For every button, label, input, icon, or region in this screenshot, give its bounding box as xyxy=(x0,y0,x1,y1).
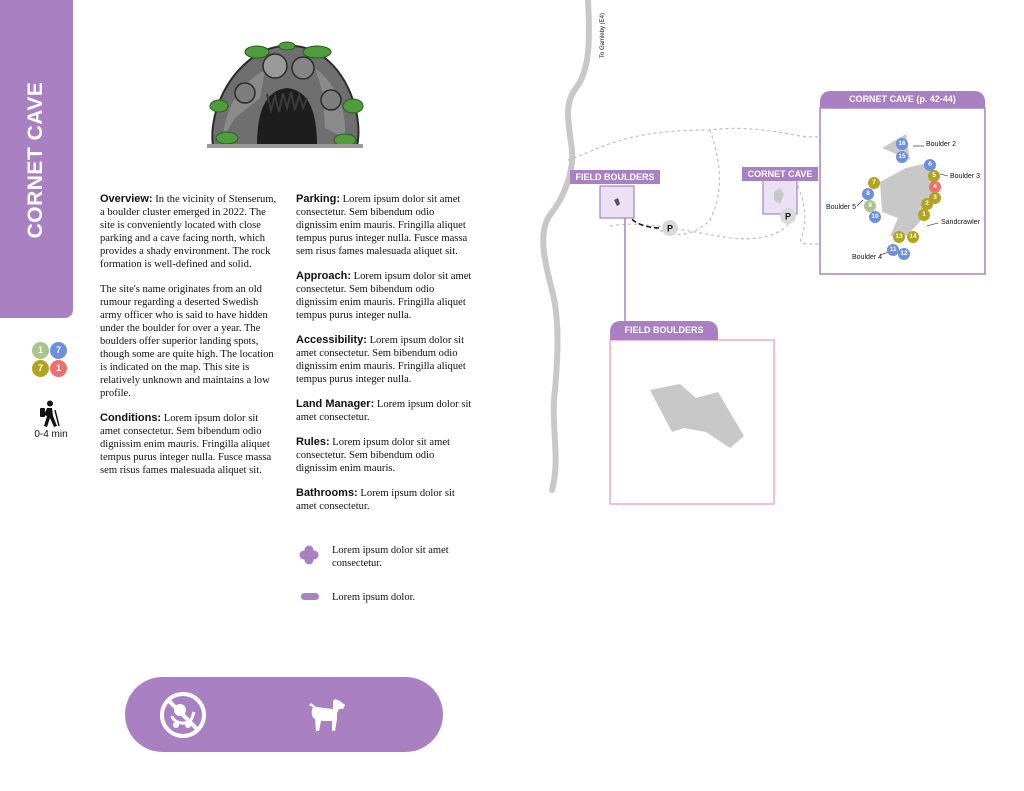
svg-text:P: P xyxy=(784,211,792,222)
accessibility-heading: Accessibility: xyxy=(296,334,367,346)
boulder-label: Sandcrawler xyxy=(941,219,980,226)
no-stroller-icon xyxy=(158,690,208,740)
boulder-label: Boulder 2 xyxy=(926,141,956,148)
conditions-text: Lorem ipsum dolor sit amet consectetur. Sem bibendum odio dignissim enim mauris. Fringilla aliquet tempus purus integer nulla. Fusce massa sem risus fames malesuada aliquet sit. xyxy=(100,413,272,476)
parking-text: Lorem ipsum dolor sit amet consectetur. Sem bibendum odio dignissim enim mauris. Fringilla aliquet tempus purus integer nulla. Fusce massa sem risus fames malesuada aliquet sit. xyxy=(296,194,468,257)
approach-time: 0-4 min xyxy=(34,429,68,440)
problem-marker: 16 xyxy=(896,138,908,150)
problem-marker: 11 xyxy=(887,244,899,256)
problem-marker: 1 xyxy=(918,209,930,221)
problem-marker: 2 xyxy=(921,198,933,210)
grade-dot: 7 xyxy=(32,360,49,377)
road xyxy=(543,0,589,490)
restrictions-bar xyxy=(125,677,443,752)
boulder-label: Boulder 3 xyxy=(950,173,980,180)
rules-heading: Rules: xyxy=(296,436,330,448)
problem-marker: 3 xyxy=(929,192,941,204)
cornet-cave-inset-title: CORNET CAVE (p. 42-44) xyxy=(820,91,985,108)
dog-icon xyxy=(307,697,347,733)
problem-marker: 5 xyxy=(928,170,940,182)
site-title: CORNET CAVE xyxy=(24,81,47,239)
accessibility-text: Lorem ipsum dolor sit amet consectetur. Sem bibendum odio dignissim enim mauris. Fringilla aliquet tempus purus integer nulla. xyxy=(296,335,466,385)
svg-text:P: P xyxy=(666,223,674,234)
grade-dot: 7 xyxy=(50,342,67,359)
problem-marker: 7 xyxy=(868,177,880,189)
land-manager-heading: Land Manager: xyxy=(296,398,375,410)
cave-illustration xyxy=(205,38,365,153)
problem-marker: 14 xyxy=(907,231,919,243)
flower-icon xyxy=(299,545,319,565)
hiker-icon xyxy=(38,400,62,428)
approach-heading: Approach: xyxy=(296,270,351,282)
problem-marker: 8 xyxy=(862,188,874,200)
overview-heading: Overview: xyxy=(100,193,153,205)
overview-text: In the vicinity of Stenserum, a boulder cluster emerged in 2022. The site is conveniently located with close parking and a cave facing north, which provides a shady environment. The rock formation is well-defined and solid. xyxy=(100,194,277,270)
legend-bar-icon xyxy=(301,593,319,600)
approach-text: Lorem ipsum dolor sit amet consectetur. Sem bibendum odio dignissim enim mauris. Fringilla aliquet tempus purus integer nulla. xyxy=(296,271,472,321)
field-boulders-label: FIELD BOULDERS xyxy=(570,170,660,184)
description-column xyxy=(100,193,280,489)
area-map xyxy=(530,0,1000,520)
problem-marker: 4 xyxy=(929,181,941,193)
problem-marker: 15 xyxy=(896,151,908,163)
grade-dot: 1 xyxy=(32,342,49,359)
parking-heading: Parking: xyxy=(296,193,341,205)
road-label: To Gamleby (E4) xyxy=(600,12,606,58)
bathrooms-heading: Bathrooms: xyxy=(296,487,358,499)
problem-marker: 6 xyxy=(924,159,936,171)
legend-flower-text: Lorem ipsum dolor sit amet consectetur. xyxy=(332,545,449,569)
problem-marker: 10 xyxy=(869,211,881,223)
boulder-label: Boulder 4 xyxy=(852,254,882,261)
problem-marker: 9 xyxy=(864,200,876,212)
field-boulders-inset-title: FIELD BOULDERS xyxy=(610,321,718,340)
bathrooms-text: Lorem ipsum dolor sit amet consectetur. xyxy=(296,488,455,512)
legend-bar-text: Lorem ipsum dolor. xyxy=(332,592,416,603)
problem-marker: 12 xyxy=(898,248,910,260)
boulder-label: Boulder 5 xyxy=(826,204,856,211)
problem-marker: 13 xyxy=(893,231,905,243)
grade-dot: 1 xyxy=(50,360,67,377)
info-column xyxy=(296,193,474,525)
cornet-cave-label: CORNET CAVE xyxy=(742,167,818,181)
site-title-tab xyxy=(0,0,73,318)
rules-text: Lorem ipsum dolor sit amet consectetur. Sem bibendum odio dignissim enim mauris. xyxy=(296,437,450,474)
conditions-heading: Conditions: xyxy=(100,412,162,424)
history-text: The site's name originates from an old rumour regarding a deserted Swedish army officer who is said to have hidden under the boulder for over a year. The boulders offer superior landing spots, though some are quite high. The location is indicated on the map. This site is relatively unknown and maintains a low profile. xyxy=(100,284,274,399)
land-manager-text: Lorem ipsum dolor sit amet consectetur. xyxy=(296,399,472,423)
